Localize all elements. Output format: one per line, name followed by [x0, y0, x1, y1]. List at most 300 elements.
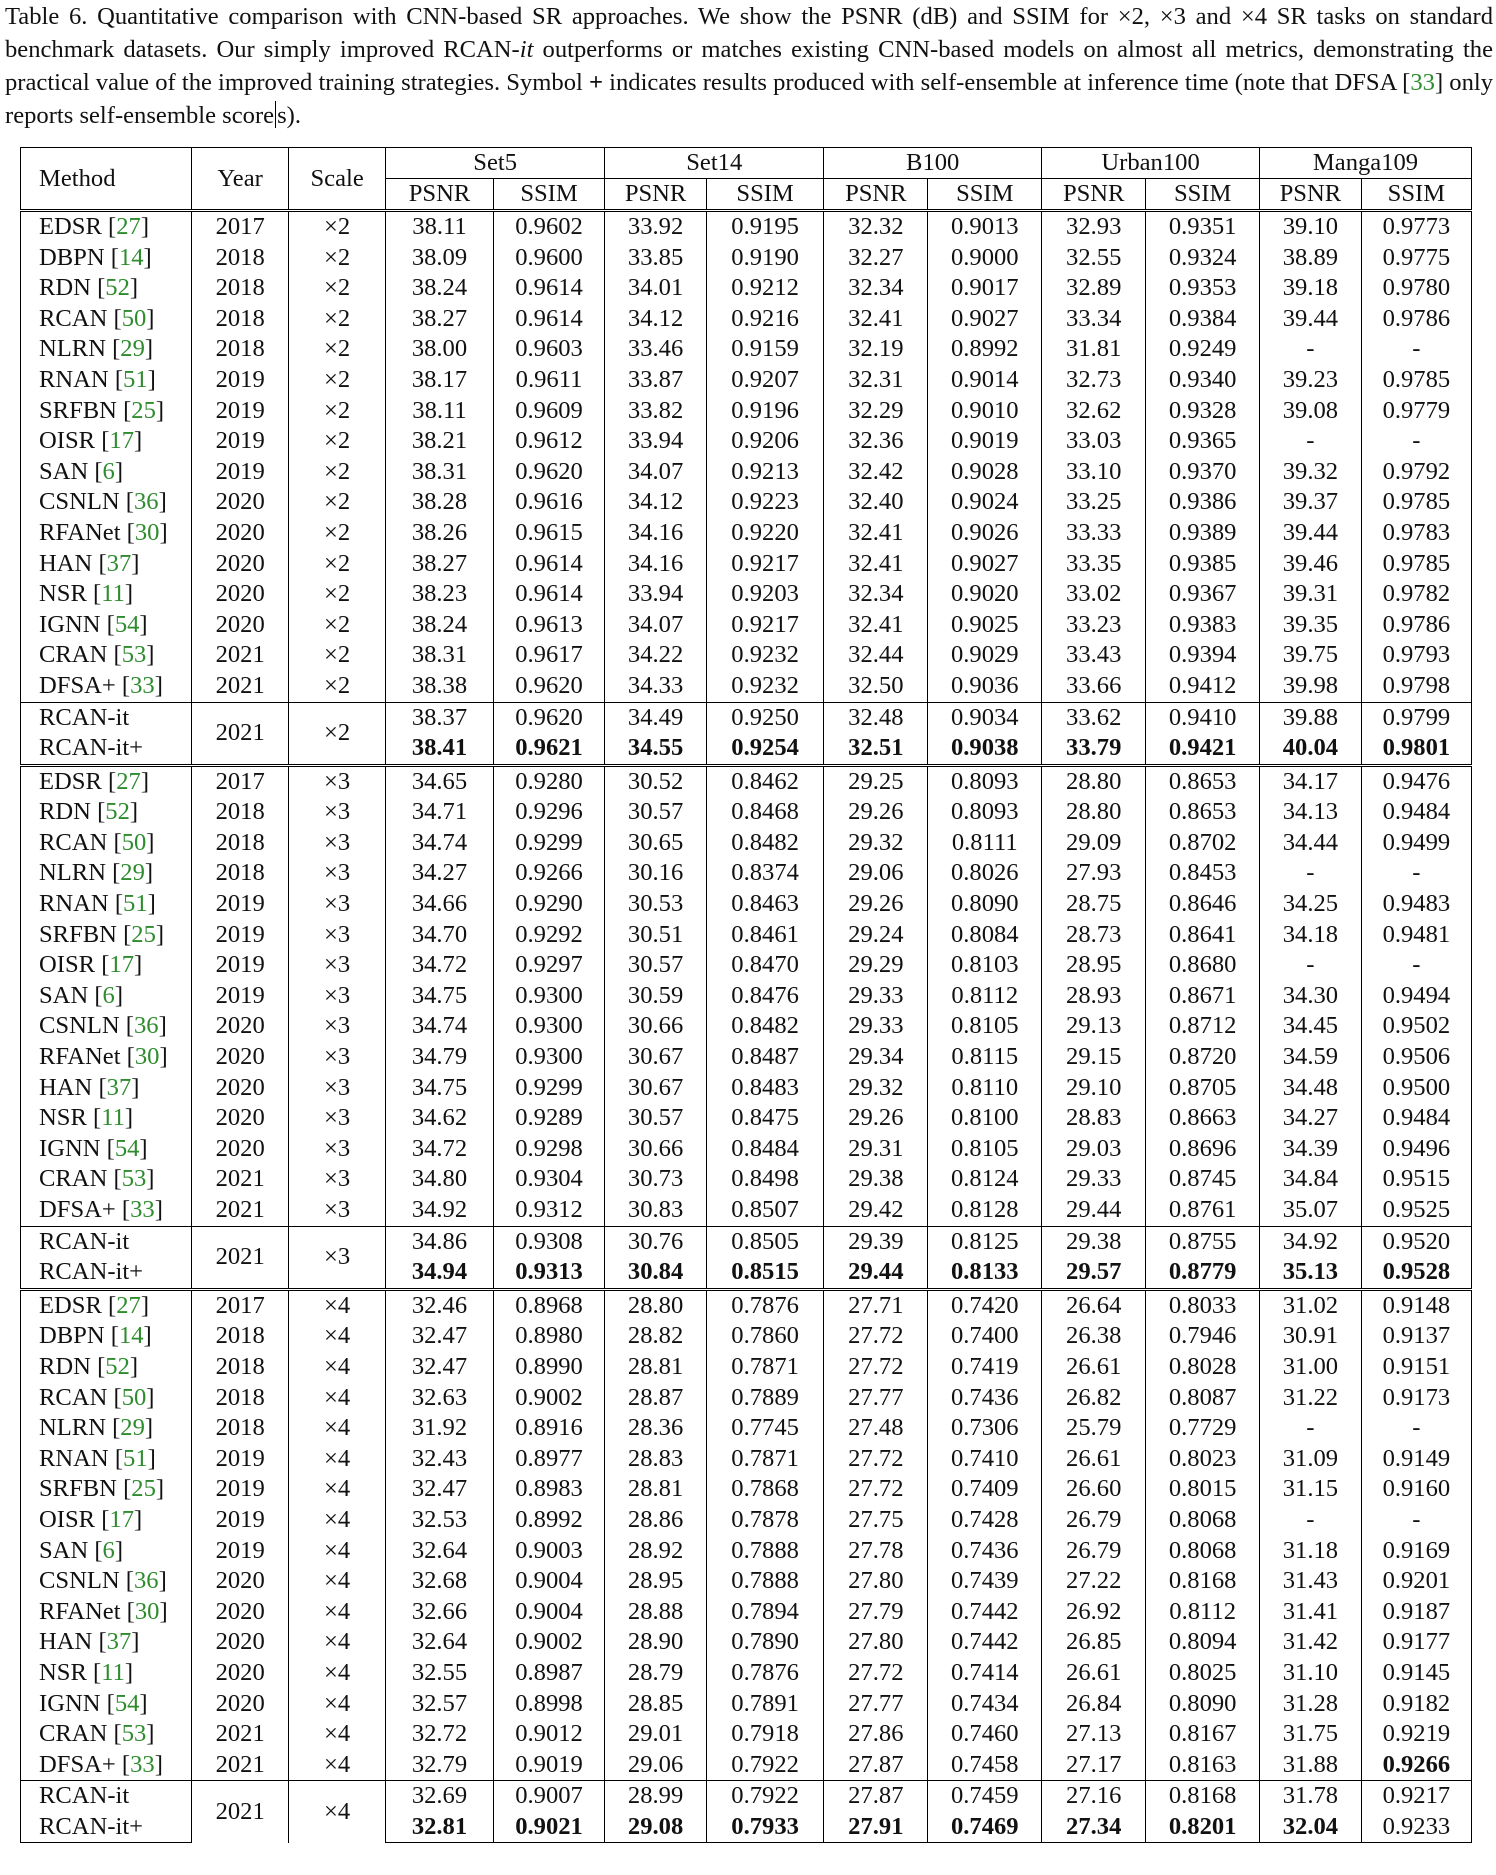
scale-cell: ×4: [289, 1474, 386, 1505]
value-cell: 0.9614: [493, 579, 604, 610]
citation-link[interactable]: 52: [105, 798, 130, 826]
table-row: [21, 920, 1472, 951]
value-cell: 33.85: [605, 243, 707, 274]
year-cell: 2020: [192, 1658, 289, 1689]
value-cell: 27.71: [824, 1289, 928, 1321]
value-cell: 29.06: [605, 1750, 707, 1781]
citation-link[interactable]: 30: [134, 1043, 160, 1071]
citation-link[interactable]: 14: [118, 243, 144, 271]
value-cell: 27.75: [824, 1505, 928, 1536]
value-cell: 0.8112: [928, 981, 1042, 1012]
value-cell: 27.72: [824, 1444, 928, 1475]
citation-link[interactable]: 36: [133, 488, 159, 516]
value-cell: 0.9786: [1361, 610, 1471, 641]
value-cell: 0.8916: [493, 1413, 604, 1444]
citation-link[interactable]: 33: [130, 1196, 155, 1223]
method-cell: HAN [37]: [21, 1073, 192, 1104]
value-cell: 40.04: [1260, 733, 1362, 765]
value-cell: 26.60: [1042, 1474, 1146, 1505]
year-cell: 2019: [192, 1505, 289, 1536]
caption-ref-link[interactable]: 33: [1410, 69, 1435, 96]
value-cell: 39.35: [1260, 610, 1362, 641]
method-cell: DFSA+ [33]: [21, 671, 192, 702]
value-cell: 34.27: [386, 858, 494, 889]
value-cell: 29.26: [824, 889, 928, 920]
table-row: [21, 1719, 1472, 1750]
citation-link[interactable]: 25: [131, 920, 156, 948]
value-cell: 0.8111: [928, 828, 1042, 859]
citation-link[interactable]: 50: [121, 1383, 147, 1411]
citation-link[interactable]: 33: [130, 671, 155, 699]
value-cell: 0.8779: [1146, 1257, 1260, 1289]
method-cell: IGNN [54]: [21, 610, 192, 641]
value-cell: 38.27: [386, 549, 494, 580]
value-cell: 27.16: [1042, 1781, 1146, 1812]
value-cell: 39.32: [1260, 457, 1362, 488]
citation-link[interactable]: 33: [130, 1750, 155, 1778]
value-cell: 0.8090: [928, 889, 1042, 920]
value-cell: 32.36: [824, 426, 928, 457]
method-name: RFANet: [39, 1597, 121, 1625]
method-name: RFANet: [39, 1043, 121, 1071]
method-cell: SAN [6]: [21, 1536, 192, 1567]
value-cell: 0.7868: [706, 1474, 823, 1505]
scale-cell: ×2: [289, 365, 386, 396]
value-cell: 38.17: [386, 365, 494, 396]
value-cell: 32.55: [386, 1658, 494, 1689]
value-cell: 34.71: [386, 797, 494, 828]
year-cell: 2019: [192, 426, 289, 457]
value-cell: 34.65: [386, 765, 494, 797]
value-cell: 38.00: [386, 334, 494, 365]
value-cell: 0.7419: [928, 1352, 1042, 1383]
value-cell: 26.84: [1042, 1689, 1146, 1720]
value-cell: 0.9600: [493, 243, 604, 274]
citation-link[interactable]: 6: [102, 457, 115, 485]
scale-cell: ×4: [289, 1383, 386, 1414]
scale-cell: ×2: [289, 549, 386, 580]
value-cell: 0.9201: [1361, 1566, 1471, 1597]
value-cell: 32.34: [824, 273, 928, 304]
value-cell: 32.47: [386, 1321, 494, 1352]
citation-link[interactable]: 51: [123, 365, 148, 393]
table-row: [21, 457, 1472, 488]
value-cell: 27.34: [1042, 1812, 1146, 1843]
citation-link[interactable]: 29: [120, 859, 145, 887]
method-name: SRFBN: [39, 920, 117, 948]
value-cell: 39.37: [1260, 487, 1362, 518]
value-cell: 0.8025: [1146, 1658, 1260, 1689]
value-cell: 0.8090: [1146, 1689, 1260, 1720]
value-cell: 32.55: [1042, 243, 1146, 274]
method-cell: NLRN [29]: [21, 334, 192, 365]
value-cell: 29.09: [1042, 828, 1146, 859]
value-cell: 32.63: [386, 1383, 494, 1414]
value-cell: 32.43: [386, 1444, 494, 1475]
citation-link[interactable]: 11: [101, 1104, 125, 1132]
citation-link[interactable]: 52: [105, 274, 130, 302]
method-name: DFSA+: [39, 671, 116, 699]
value-cell: 29.29: [824, 950, 928, 981]
value-cell: 28.88: [605, 1597, 707, 1628]
value-cell: 31.43: [1260, 1566, 1362, 1597]
value-cell: 33.82: [605, 396, 707, 427]
method-name: DBPN: [39, 243, 105, 271]
year-cell: 2019: [192, 1474, 289, 1505]
scale-cell: ×3: [289, 950, 386, 981]
value-cell: 0.8745: [1146, 1164, 1260, 1195]
citation-link[interactable]: 50: [121, 828, 147, 856]
value-cell: 0.9801: [1361, 733, 1471, 765]
value-cell: 0.8702: [1146, 828, 1260, 859]
value-cell: 33.46: [605, 334, 707, 365]
value-cell: 0.7894: [706, 1597, 823, 1628]
year-cell: 2021: [192, 1164, 289, 1195]
value-cell: 32.48: [824, 702, 928, 733]
citation-link[interactable]: 27: [116, 213, 141, 240]
value-cell: 30.91: [1260, 1321, 1362, 1352]
value-cell: 32.31: [824, 365, 928, 396]
value-cell: 0.8168: [1146, 1781, 1260, 1812]
value-cell: 0.8463: [706, 889, 823, 920]
citation-link[interactable]: 36: [133, 1012, 159, 1040]
value-cell: 34.48: [1260, 1073, 1362, 1104]
value-cell: 0.9003: [493, 1536, 604, 1567]
value-cell: 32.44: [824, 640, 928, 671]
method-cell: NSR [11]: [21, 579, 192, 610]
value-cell: 0.8167: [1146, 1719, 1260, 1750]
value-cell: 26.38: [1042, 1321, 1146, 1352]
value-cell: 0.8992: [928, 334, 1042, 365]
value-cell: 31.15: [1260, 1474, 1362, 1505]
citation-link[interactable]: 27: [116, 1291, 141, 1319]
value-cell: 0.8128: [928, 1195, 1042, 1226]
method-cell: DBPN [14]: [21, 1321, 192, 1352]
scale-cell: ×4: [289, 1536, 386, 1567]
value-cell: 38.09: [386, 243, 494, 274]
scale-cell: ×2: [289, 457, 386, 488]
value-cell: 29.26: [824, 797, 928, 828]
value-cell: 0.8084: [928, 920, 1042, 951]
method-cell: SRFBN [25]: [21, 396, 192, 427]
method-cell: RCAN [50]: [21, 828, 192, 859]
value-cell: 0.9004: [493, 1597, 604, 1628]
value-cell: 0.8483: [706, 1073, 823, 1104]
value-cell: -: [1361, 858, 1471, 889]
value-cell: 29.10: [1042, 1073, 1146, 1104]
citation-link[interactable]: 17: [109, 951, 134, 979]
results-body: [21, 211, 1472, 1843]
value-cell: 0.9324: [1146, 243, 1260, 274]
year-cell: 2020: [192, 1042, 289, 1073]
value-cell: 0.8992: [493, 1505, 604, 1536]
scale-cell: ×4: [289, 1719, 386, 1750]
value-cell: 0.7888: [706, 1566, 823, 1597]
year-cell: 2021: [192, 640, 289, 671]
citation-link[interactable]: 37: [106, 1628, 132, 1656]
citation-link[interactable]: 29: [120, 1414, 145, 1442]
value-cell: 32.51: [824, 733, 928, 765]
value-cell: 0.7876: [706, 1658, 823, 1689]
value-cell: 0.9506: [1361, 1042, 1471, 1073]
value-cell: 39.23: [1260, 365, 1362, 396]
year-cell: 2020: [192, 549, 289, 580]
value-cell: 0.9520: [1361, 1226, 1471, 1257]
table-row: [21, 1073, 1472, 1104]
value-cell: 34.30: [1260, 981, 1362, 1012]
year-cell: 2020: [192, 1134, 289, 1165]
citation-link[interactable]: 54: [114, 1134, 140, 1162]
citation-link[interactable]: 25: [131, 1475, 156, 1503]
value-cell: 26.82: [1042, 1383, 1146, 1414]
citation-link[interactable]: 30: [134, 518, 160, 546]
value-cell: 0.9290: [493, 889, 604, 920]
value-cell: 0.9025: [928, 610, 1042, 641]
value-cell: 32.89: [1042, 273, 1146, 304]
citation-link[interactable]: 52: [105, 1352, 130, 1380]
citation-link[interactable]: 51: [123, 890, 148, 918]
citation-link[interactable]: 17: [109, 1505, 134, 1533]
table-row: [21, 1750, 1472, 1781]
scale-cell: ×2: [289, 273, 386, 304]
scale-cell: ×4: [289, 1321, 386, 1352]
value-cell: 34.94: [386, 1257, 494, 1289]
citation-link[interactable]: 29: [120, 335, 145, 363]
table-row: [21, 1383, 1472, 1414]
value-cell: 0.9312: [493, 1195, 604, 1226]
citation-link[interactable]: 30: [134, 1597, 160, 1625]
value-cell: 0.8712: [1146, 1011, 1260, 1042]
method-cell: DBPN [14]: [21, 243, 192, 274]
table-row: [21, 828, 1472, 859]
value-cell: 34.84: [1260, 1164, 1362, 1195]
value-cell: 27.13: [1042, 1719, 1146, 1750]
value-cell: 39.44: [1260, 518, 1362, 549]
value-cell: 0.9250: [706, 702, 823, 733]
method-cell: NSR [11]: [21, 1658, 192, 1689]
value-cell: 0.9412: [1146, 671, 1260, 702]
scale-cell: ×4: [289, 1781, 386, 1843]
value-cell: 34.16: [605, 549, 707, 580]
caption-part1: Table 6. Quantitative comparison with CNN-based SR approaches. We show the PSNR (dB) and SSIM for ×2, ×3 and ×4 SR tasks on standard benchmark datasets. Our simply improved RCAN-: [5, 3, 1493, 63]
value-cell: 0.9389: [1146, 518, 1260, 549]
method-name: RCAN: [39, 304, 108, 332]
year-cell: 2019: [192, 365, 289, 396]
year-cell: 2018: [192, 273, 289, 304]
value-cell: 0.9014: [928, 365, 1042, 396]
value-cell: 33.87: [605, 365, 707, 396]
value-cell: 0.8015: [1146, 1474, 1260, 1505]
value-cell: 0.9394: [1146, 640, 1260, 671]
value-cell: 34.33: [605, 671, 707, 702]
header-metric: SSIM: [1146, 179, 1260, 211]
value-cell: 38.24: [386, 610, 494, 641]
table-row: [21, 487, 1472, 518]
method-name: RCAN-it: [21, 1781, 192, 1812]
value-cell: 29.33: [824, 1011, 928, 1042]
value-cell: 29.39: [824, 1226, 928, 1257]
method-name: RNAN: [39, 890, 109, 918]
citation-link[interactable]: 17: [109, 427, 134, 455]
value-cell: 0.8374: [706, 858, 823, 889]
year-cell: 2020: [192, 610, 289, 641]
value-cell: 32.64: [386, 1627, 494, 1658]
value-cell: 31.10: [1260, 1658, 1362, 1689]
scale-cell: ×2: [289, 334, 386, 365]
table-row: [21, 518, 1472, 549]
method-cell: SAN [6]: [21, 981, 192, 1012]
caption-plus: +: [588, 69, 603, 96]
value-cell: 0.9213: [706, 457, 823, 488]
citation-link[interactable]: 50: [121, 304, 147, 332]
value-cell: 0.7409: [928, 1474, 1042, 1505]
table-row: [21, 610, 1472, 641]
value-cell: 0.7414: [928, 1658, 1042, 1689]
table-row: [21, 396, 1472, 427]
value-cell: 30.67: [605, 1042, 707, 1073]
value-cell: 0.9785: [1361, 365, 1471, 396]
value-cell: 32.27: [824, 243, 928, 274]
value-cell: 0.8163: [1146, 1750, 1260, 1781]
value-cell: 28.93: [1042, 981, 1146, 1012]
scale-cell: ×4: [289, 1505, 386, 1536]
year-cell: 2020: [192, 518, 289, 549]
citation-link[interactable]: 6: [102, 981, 115, 1009]
year-cell: 2020: [192, 1597, 289, 1628]
value-cell: 34.44: [1260, 828, 1362, 859]
value-cell: 0.9500: [1361, 1073, 1471, 1104]
method-cell: CRAN [53]: [21, 1164, 192, 1195]
value-cell: 0.9603: [493, 334, 604, 365]
scale-cell: ×3: [289, 1073, 386, 1104]
value-cell: 0.9004: [493, 1566, 604, 1597]
value-cell: 0.9027: [928, 549, 1042, 580]
method-cell: IGNN [54]: [21, 1134, 192, 1165]
method-cell: CRAN [53]: [21, 640, 192, 671]
value-cell: 38.31: [386, 457, 494, 488]
value-cell: 38.23: [386, 579, 494, 610]
method-name: HAN: [39, 1628, 93, 1656]
year-cell: 2021: [192, 1750, 289, 1781]
value-cell: 32.40: [824, 487, 928, 518]
value-cell: 0.9212: [706, 273, 823, 304]
header-metric: SSIM: [1361, 179, 1471, 211]
citation-link[interactable]: 14: [118, 1322, 144, 1350]
method-name: HAN: [39, 1073, 93, 1101]
value-cell: 27.91: [824, 1812, 928, 1843]
value-cell: 0.9620: [493, 671, 604, 702]
citation-link[interactable]: 54: [114, 610, 140, 638]
value-cell: 39.10: [1260, 211, 1362, 243]
value-cell: 0.9232: [706, 671, 823, 702]
method-name: CSNLN: [39, 1567, 120, 1595]
year-cell: 2018: [192, 797, 289, 828]
citation-link[interactable]: 53: [121, 1165, 147, 1193]
citation-link[interactable]: 37: [106, 1073, 132, 1101]
value-cell: 0.9217: [706, 610, 823, 641]
method-name: IGNN: [39, 1689, 101, 1717]
table-row-ours: [21, 1226, 1472, 1257]
value-cell: 0.9298: [493, 1134, 604, 1165]
caption-italic: it: [519, 36, 534, 63]
value-cell: 0.8680: [1146, 950, 1260, 981]
citation-link[interactable]: 11: [101, 580, 125, 608]
value-cell: 0.8671: [1146, 981, 1260, 1012]
value-cell: 0.9148: [1361, 1289, 1471, 1321]
method-name: CRAN: [39, 1720, 108, 1748]
table-row: [21, 1689, 1472, 1720]
value-cell: 32.19: [824, 334, 928, 365]
citation-link[interactable]: 53: [121, 1720, 147, 1748]
scale-cell: ×2: [289, 702, 386, 765]
table-row: [21, 889, 1472, 920]
scale-cell: ×2: [289, 671, 386, 702]
value-cell: 0.8761: [1146, 1195, 1260, 1226]
results-table: [20, 147, 1472, 1843]
citation-link[interactable]: 27: [116, 767, 141, 795]
value-cell: 0.9010: [928, 396, 1042, 427]
citation-link[interactable]: 37: [106, 549, 132, 577]
value-cell: 31.02: [1260, 1289, 1362, 1321]
citation-link[interactable]: 6: [102, 1536, 115, 1564]
scale-cell: ×3: [289, 1226, 386, 1289]
value-cell: 28.86: [605, 1505, 707, 1536]
value-cell: 33.79: [1042, 733, 1146, 765]
value-cell: 0.9038: [928, 733, 1042, 765]
year-cell: 2020: [192, 1011, 289, 1042]
value-cell: -: [1260, 858, 1362, 889]
value-cell: -: [1361, 950, 1471, 981]
value-cell: 0.7918: [706, 1719, 823, 1750]
value-cell: 0.9798: [1361, 671, 1471, 702]
value-cell: 26.92: [1042, 1597, 1146, 1628]
value-cell: 30.53: [605, 889, 707, 920]
value-cell: 28.82: [605, 1321, 707, 1352]
value-cell: 34.13: [1260, 797, 1362, 828]
value-cell: 0.8124: [928, 1164, 1042, 1195]
value-cell: 34.17: [1260, 765, 1362, 797]
scale-cell: ×2: [289, 396, 386, 427]
value-cell: 0.7434: [928, 1689, 1042, 1720]
value-cell: 32.66: [386, 1597, 494, 1628]
header-dataset-set14: Set14: [605, 148, 824, 179]
citation-link[interactable]: 36: [133, 1567, 159, 1595]
year-cell: 2020: [192, 1073, 289, 1104]
value-cell: 39.31: [1260, 579, 1362, 610]
scale-cell: ×3: [289, 1011, 386, 1042]
value-cell: 30.66: [605, 1134, 707, 1165]
value-cell: 38.28: [386, 487, 494, 518]
citation-link[interactable]: 51: [123, 1444, 148, 1472]
value-cell: 0.9002: [493, 1627, 604, 1658]
value-cell: 0.8990: [493, 1352, 604, 1383]
value-cell: 0.7889: [706, 1383, 823, 1414]
value-cell: 28.99: [605, 1781, 707, 1812]
citation-link[interactable]: 54: [114, 1689, 140, 1717]
value-cell: 0.7459: [928, 1781, 1042, 1812]
value-cell: 32.41: [824, 610, 928, 641]
value-cell: 0.8115: [928, 1042, 1042, 1073]
scale-cell: ×2: [289, 243, 386, 274]
value-cell: 38.11: [386, 396, 494, 427]
citation-link[interactable]: 25: [131, 396, 156, 424]
value-cell: 0.9300: [493, 1042, 604, 1073]
citation-link[interactable]: 53: [121, 641, 147, 669]
value-cell: 33.66: [1042, 671, 1146, 702]
value-cell: 33.02: [1042, 579, 1146, 610]
value-cell: 34.66: [386, 889, 494, 920]
citation-link[interactable]: 11: [101, 1658, 125, 1686]
